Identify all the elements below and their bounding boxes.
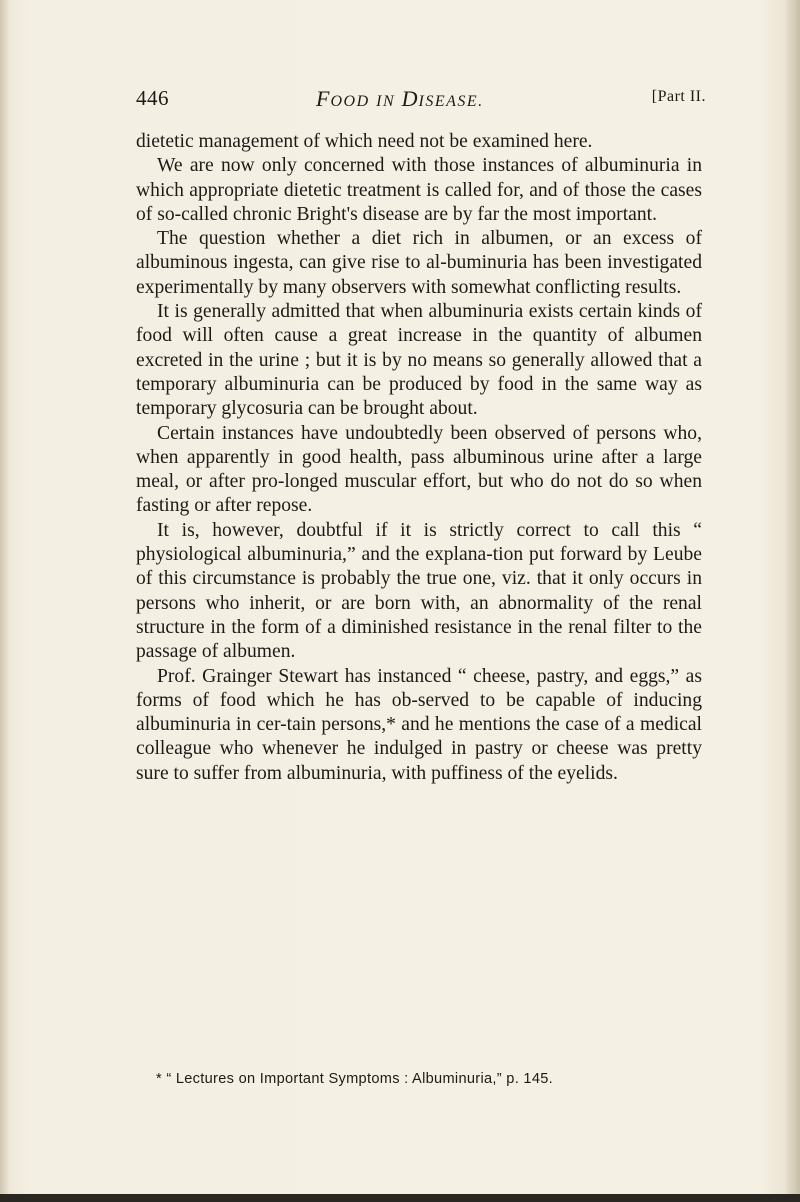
paragraph: The question whether a diet rich in albumen, or an excess of albuminous ingesta, can give rise to al-buminuria has been investigated experimentally by many observers with somewhat conflicting results. — [136, 228, 702, 298]
body-text — [136, 130, 702, 786]
paragraph: It is, however, doubtful if it is strictly correct to call this “ physiological albuminuria,” and the explana-tion put forward by Leube of this circumstance is probably the true one, viz. that it only occurs in persons who inherit, or are born with, an abnormality of the renal structure in the form of a diminished resistance in the renal filter to the passage of albumen. — [136, 519, 702, 663]
page-edge-shadow — [786, 0, 800, 1202]
running-title: FOOD IN DISEASE. — [316, 86, 484, 111]
page-gutter-shadow — [0, 0, 10, 1202]
paragraph: dietetic management of which need not be examined here. — [136, 131, 593, 152]
paragraph: Prof. Grainger Stewart has instanced “ cheese, pastry, and eggs,” as forms of food which he has ob-served to be capable of inducing albuminuria in cer-tain persons,* and he mentions the case of a medical colleague who whenever he indulged in pastry or cheese was pretty sure to suffer from albuminuria, with puffiness of the eyelids. — [136, 665, 702, 784]
paragraph: We are now only concerned with those instances of albuminuria in which appropriate dietetic treatment is called for, and of those the cases of so-called chronic Bright's disease are by far the most important. — [136, 155, 702, 225]
page-bottom-edge — [0, 1194, 800, 1202]
page-number: 446 — [136, 86, 169, 110]
footnote: * “ Lectures on Important Symptoms : Albuminuria,” p. 145. — [156, 1071, 554, 1087]
running-header — [136, 86, 706, 116]
part-label: [Part II. — [651, 88, 706, 105]
paragraph: It is generally admitted that when albuminuria exists certain kinds of food will often cause a great increase in the quantity of albumen excreted in the urine ; but it is by no means so generally allowed that a temporary albuminuria can be produced by food in the same way as temporary glycosuria can be brought about. — [136, 301, 702, 420]
paragraph: Certain instances have undoubtedly been observed of persons who, when apparently in good health, pass albuminous urine after a large meal, or after pro-longed muscular effort, but who do not do so when fasting or after repose. — [136, 422, 702, 517]
